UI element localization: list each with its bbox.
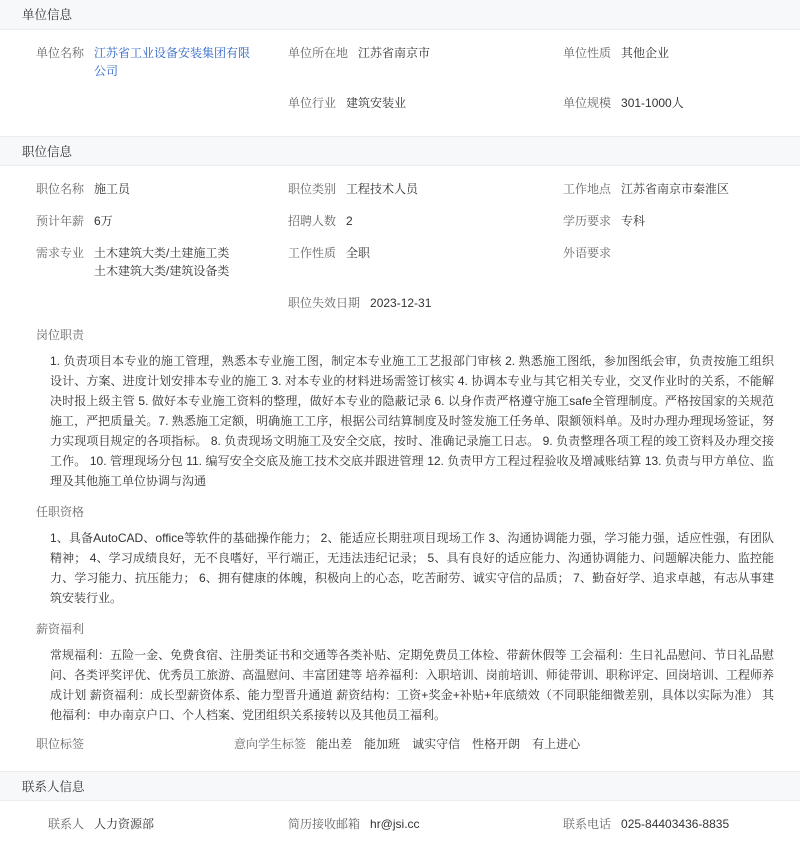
field-contact-person — [0, 815, 288, 833]
label-work-location: 工作地点 — [563, 182, 612, 196]
label-headcount: 招聘人数 — [288, 214, 337, 228]
field-position-name — [0, 180, 288, 198]
block-welfare — [0, 620, 800, 725]
field-language — [563, 244, 800, 262]
position-row-4 — [0, 294, 800, 312]
company-row-1 — [0, 44, 800, 80]
label-position-tags: 职位标签 — [36, 737, 85, 751]
duty-text: 1. 负责项目本专业的施工管理，熟悉本专业施工图，制定本专业施工工艺报部门审核 2. 熟悉施工图纸，参加图纸会审，负责按施工组织设计、方案、进度计划安排本专业的施工 3. 对本专业的材料进场需签订核实 4. 协调本专业与其它相关专业，交叉作业时的关系，不能解决时报上级主管 5. 做好本专业施工资料的整理，做好本专业的隐蔽记录 6. 以身作责严格遵守施工safe全管理制度。严格按国家的关规范施工，严把质量关。7. 熟悉施工定额，明确施工工序，根据公司结算制度及时签发施工任务单、限额领料单。及时办理办理现场签证，努力实现项目规定的各项指标。 8. 负责现场文明施工及安全交底，按时、准确记录施工日志。 9. 负责整理各项工程的竣工资料及办理交接工作。 10. 管理现场分包 11. 编写安全交底及施工技术交底并跟进管理 12. 负责甲方工程过程验收及增减账结算 13. 负责与甲方单位、监理及其他施工单位协调与沟通 — [50, 354, 774, 488]
tag-item: 有上进心 — [532, 737, 581, 751]
label-company-industry: 单位行业 — [288, 96, 337, 110]
value-job-type: 全职 — [346, 246, 371, 260]
field-company-location — [288, 44, 563, 62]
value-company-industry: 建筑安装业 — [346, 96, 407, 110]
label-contact-email: 简历接收邮箱 — [288, 817, 361, 831]
label-company-size: 单位规模 — [563, 96, 612, 110]
label-position-category: 职位类别 — [288, 182, 337, 196]
value-position-name: 施工员 — [94, 182, 131, 196]
section-title-contact: 联系人信息 — [22, 780, 85, 794]
block-qualification — [0, 503, 800, 608]
field-major — [0, 244, 288, 280]
label-contact-person: 联系人 — [48, 817, 85, 831]
label-language: 外语要求 — [563, 246, 612, 260]
value-major: 土木建筑大类/土建施工类 土木建筑大类/建筑设备类 — [94, 246, 230, 278]
field-expiry-date — [288, 294, 563, 312]
label-position-name: 职位名称 — [36, 182, 85, 196]
qualification-title: 任职资格 — [36, 505, 85, 519]
field-company-nature — [563, 44, 800, 62]
qualification-text: 1、具备AutoCAD、office等软件的基础操作能力； 2、能适应长期驻项目现场工作 3、沟通协调能力强，学习能力强，适应性强，有团队精神； 4、学习成绩良好，无不良嗜好，平行端正，无违法违纪记录； 5、具有良好的适应能力、沟通协调能力、问题解决能力、监控能力、学习能力、抗压能力； 6、拥有健康的体魄，积极向上的心态，吃苦耐劳、诚实守信的品质； 7、勤奋好学、追求卓越，有志从事建筑安装行业。 — [50, 531, 774, 605]
contact-row-1 — [0, 815, 800, 833]
position-row-2 — [0, 212, 800, 230]
field-work-location — [563, 180, 800, 198]
section-header-position — [0, 136, 800, 166]
intention-tag-group — [234, 735, 592, 753]
label-intention-tags: 意向学生标签 — [234, 737, 307, 751]
welfare-text: 常规福利：五险一金、免费食宿、注册类证书和交通等各类补贴、定期免费员工体检、带薪休假等 工会福利：生日礼品慰问、节日礼品慰问、各类评奖评优、优秀员工旅游、高温慰问、丰富团建等 培养福利：入职培训、岗前培训、师徒带训、职称评定、回岗培训、工程师养成计划 薪资福利：成长型薪资体系、能力型晋升通道 薪资结构：工资+奖金+补贴+年底绩效（不同职能细微差别，具体以实际为准） 其他福利：申办南京户口、个人档案、党团组织关系接转以及其他员工福利。 — [50, 648, 774, 722]
value-company-name[interactable]: 江苏省工业设备安装集团有限公司 — [94, 46, 251, 78]
label-major: 需求专业 — [36, 246, 85, 260]
label-salary: 预计年薪 — [36, 214, 85, 228]
label-contact-phone: 联系电话 — [563, 817, 612, 831]
position-row-3 — [0, 244, 800, 280]
company-row-2 — [0, 94, 800, 112]
value-expiry-date: 2023-12-31 — [370, 296, 432, 310]
label-company-location: 单位所在地 — [288, 46, 349, 60]
block-duty — [0, 326, 800, 491]
tag-item: 能加班 — [364, 737, 401, 751]
duty-title: 岗位职责 — [36, 328, 85, 342]
label-education: 学历要求 — [563, 214, 612, 228]
section-body-position — [0, 166, 800, 771]
tag-item: 性格开朗 — [472, 737, 521, 751]
label-company-nature: 单位性质 — [563, 46, 612, 60]
field-company-name — [0, 44, 288, 80]
value-work-location: 江苏省南京市秦淮区 — [621, 182, 730, 196]
label-job-type: 工作性质 — [288, 246, 337, 260]
section-title-position: 职位信息 — [22, 145, 73, 159]
field-headcount — [288, 212, 563, 230]
field-company-size — [563, 94, 800, 112]
value-company-location: 江苏省南京市 — [358, 46, 431, 60]
value-company-nature: 其他企业 — [621, 46, 670, 60]
section-header-contact — [0, 771, 800, 801]
value-position-category: 工程技术人员 — [346, 182, 419, 196]
field-contact-email — [288, 815, 563, 833]
field-contact-phone — [563, 815, 800, 833]
field-company-industry — [288, 94, 563, 112]
tags-row — [0, 735, 800, 753]
value-contact-email[interactable]: hr@jsi.cc — [370, 817, 420, 831]
section-title-company: 单位信息 — [22, 8, 73, 22]
value-contact-phone: 025-84403436-8835 — [621, 817, 730, 831]
tag-item: 诚实守信 — [412, 737, 461, 751]
value-salary: 6万 — [94, 214, 113, 228]
value-headcount: 2 — [346, 214, 353, 228]
label-company-name: 单位名称 — [36, 46, 85, 60]
value-intention-tags — [316, 735, 592, 753]
tag-item: 能出差 — [316, 737, 353, 751]
field-position-category — [288, 180, 563, 198]
field-education — [563, 212, 800, 230]
section-body-company — [0, 30, 800, 136]
welfare-title: 薪资福利 — [36, 622, 85, 636]
field-salary — [0, 212, 288, 230]
label-expiry-date: 职位失效日期 — [288, 296, 361, 310]
field-job-type — [288, 244, 563, 262]
value-contact-person: 人力资源部 — [94, 817, 155, 831]
section-header-company — [0, 0, 800, 30]
value-education: 专科 — [621, 214, 646, 228]
section-body-contact — [0, 801, 800, 857]
position-row-1 — [0, 180, 800, 198]
value-company-size: 301-1000人 — [621, 96, 684, 110]
